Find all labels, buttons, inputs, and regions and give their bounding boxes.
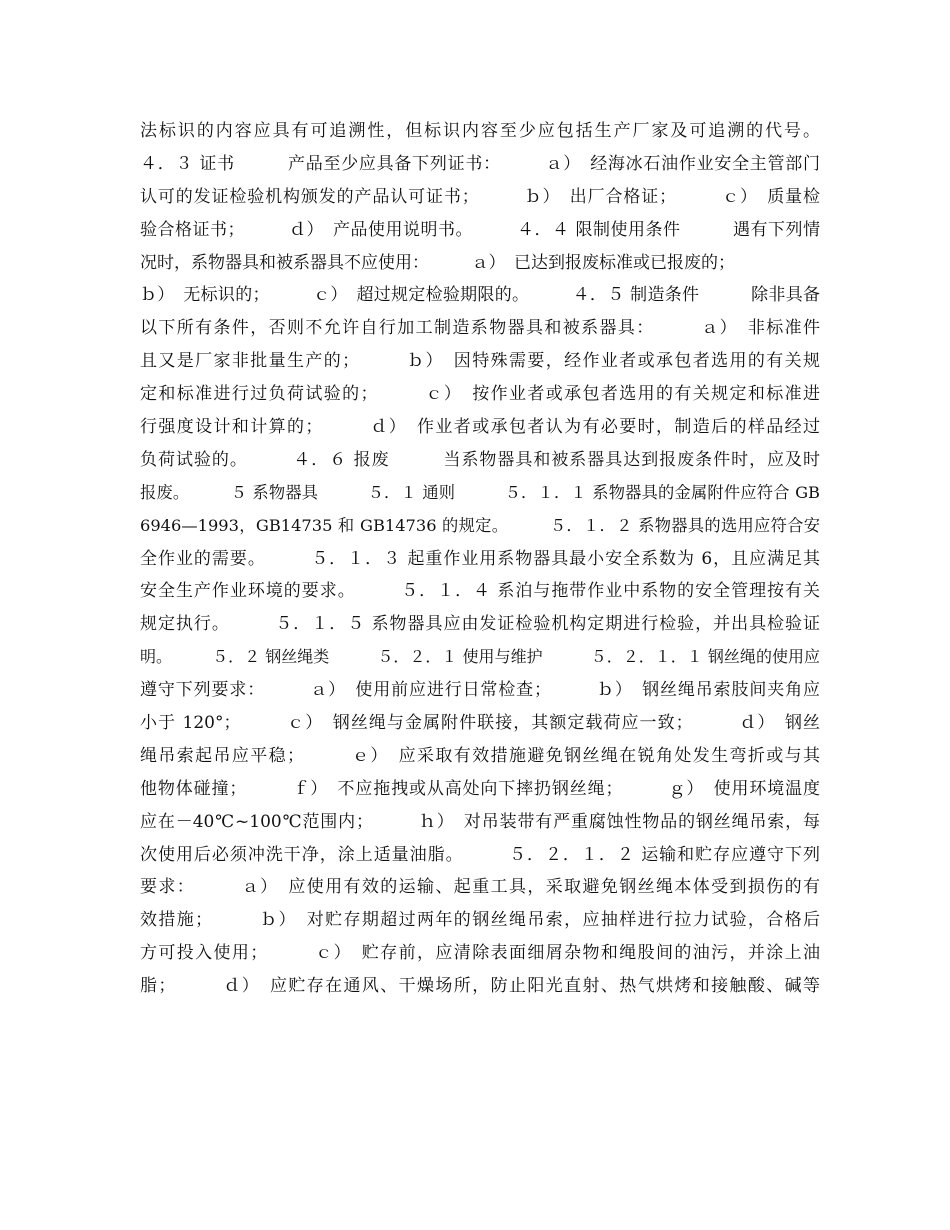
text-line: 验合格证书； ｄ） 产品使用说明书。 ４．４ 限制使用条件 遇有下列情 — [140, 219, 820, 240]
text-line: ｂ） 无标识的； ｃ） 超过规定检验期限的。 ４．５ 制造条件 除非具备 — [140, 285, 820, 306]
text-line: 规定执行。 ５．１．５ 系物器具应由发证检验机构定期进行检验，并出具检验证 — [140, 614, 820, 635]
text-line: 6946—1993，GB14735 和 GB14736 的规定。 ５．１．２ 系物器具的选用应符合安 — [140, 515, 820, 535]
text-line: 全作业的需要。 ５．１．３ 起重作业用系物器具最小安全系数为 6，且应满足其 — [140, 548, 820, 569]
text-line: 况时，系物器具和被系器具不应使用： ａ） 已达到报废标准或已报废的； — [140, 252, 735, 273]
text-line: 明。 ５．２ 钢丝绳类 ５．２．１ 使用与维护 ５．２．１．１ 钢丝绳的使用应 — [140, 647, 820, 667]
text-line: 行强度设计和计算的； ｄ） 作业者或承包者认为有必要时，制造后的样品经过 — [140, 417, 820, 438]
text-line: 认可的发证检验机构颁发的产品认可证书； ｂ） 出厂合格证； ｃ） 质量检 — [140, 186, 820, 207]
text-line: 负荷试验的。 ４．６ 报废 当系物器具和被系器具达到报废条件时，应及时 — [140, 449, 820, 470]
text-line: 方可投入使用； ｃ） 贮存前，应清除表面细屑杂物和绳股间的油污，并涂上油 — [140, 943, 820, 964]
text-line: 安全生产作业环境的要求。 ５．１．４ 系泊与拖带作业中系物的安全管理按有关 — [140, 581, 820, 602]
text-line: 遵守下列要求： ａ） 使用前应进行日常检查； ｂ） 钢丝绳吊索肢间夹角应 — [140, 680, 820, 701]
text-line: 小于 120°； ｃ） 钢丝绳与金属附件联接，其额定载荷应一致； ｄ） 钢丝 — [140, 713, 820, 734]
text-line: 应在－40℃~100℃范围内； ｈ） 对吊装带有严重腐蚀性物品的钢丝绳吊索，每 — [140, 811, 820, 832]
text-line: ４．３ 证书 产品至少应具备下列证书： ａ） 经海冰石油作业安全主管部门 — [140, 153, 820, 174]
text-line: 绳吊索起吊应平稳； ｅ） 应采取有效措施避免钢丝绳在锐角处发生弯折或与其 — [140, 745, 820, 766]
text-line: 次使用后必须冲洗干净，涂上适量油脂。 ５．２．１．２ 运输和贮存应遵守下列 — [140, 844, 820, 865]
text-line: 法标识的内容应具有可追溯性，但标识内容至少应包括生产厂家及可追溯的代号。 — [140, 121, 820, 141]
text-line: 要求： ａ） 应使用有效的运输、起重工具，采取避免钢丝绳本体受到损伤的有 — [140, 877, 820, 898]
text-line: 他物体碰撞； ｆ） 不应拖拽或从高处向下摔扔钢丝绳； ｇ） 使用环境温度 — [140, 778, 820, 799]
document-body — [140, 115, 820, 1003]
text-line: 报废。 ５ 系物器具 ５．１ 通则 ５．１．１ 系物器具的金属附件应符合 GB — [140, 482, 820, 502]
text-line: 效措施； ｂ） 对贮存期超过两年的钢丝绳吊索，应抽样进行拉力试验，合格后 — [140, 910, 820, 931]
text-line: 以下所有条件，否则不允许自行加工制造系物器具和被系器具： ａ） 非标准件 — [140, 318, 820, 339]
text-line: 且又是厂家非批量生产的； ｂ） 因特殊需要，经作业者或承包者选用的有关规 — [140, 351, 820, 372]
text-line: 脂； ｄ） 应贮存在通风、干燥场所，防止阳光直射、热气烘烤和接触酸、碱等 — [140, 976, 820, 997]
text-line: 定和标准进行过负荷试验的； ｃ） 按作业者或承包者选用的有关规定和标准进 — [140, 384, 820, 405]
